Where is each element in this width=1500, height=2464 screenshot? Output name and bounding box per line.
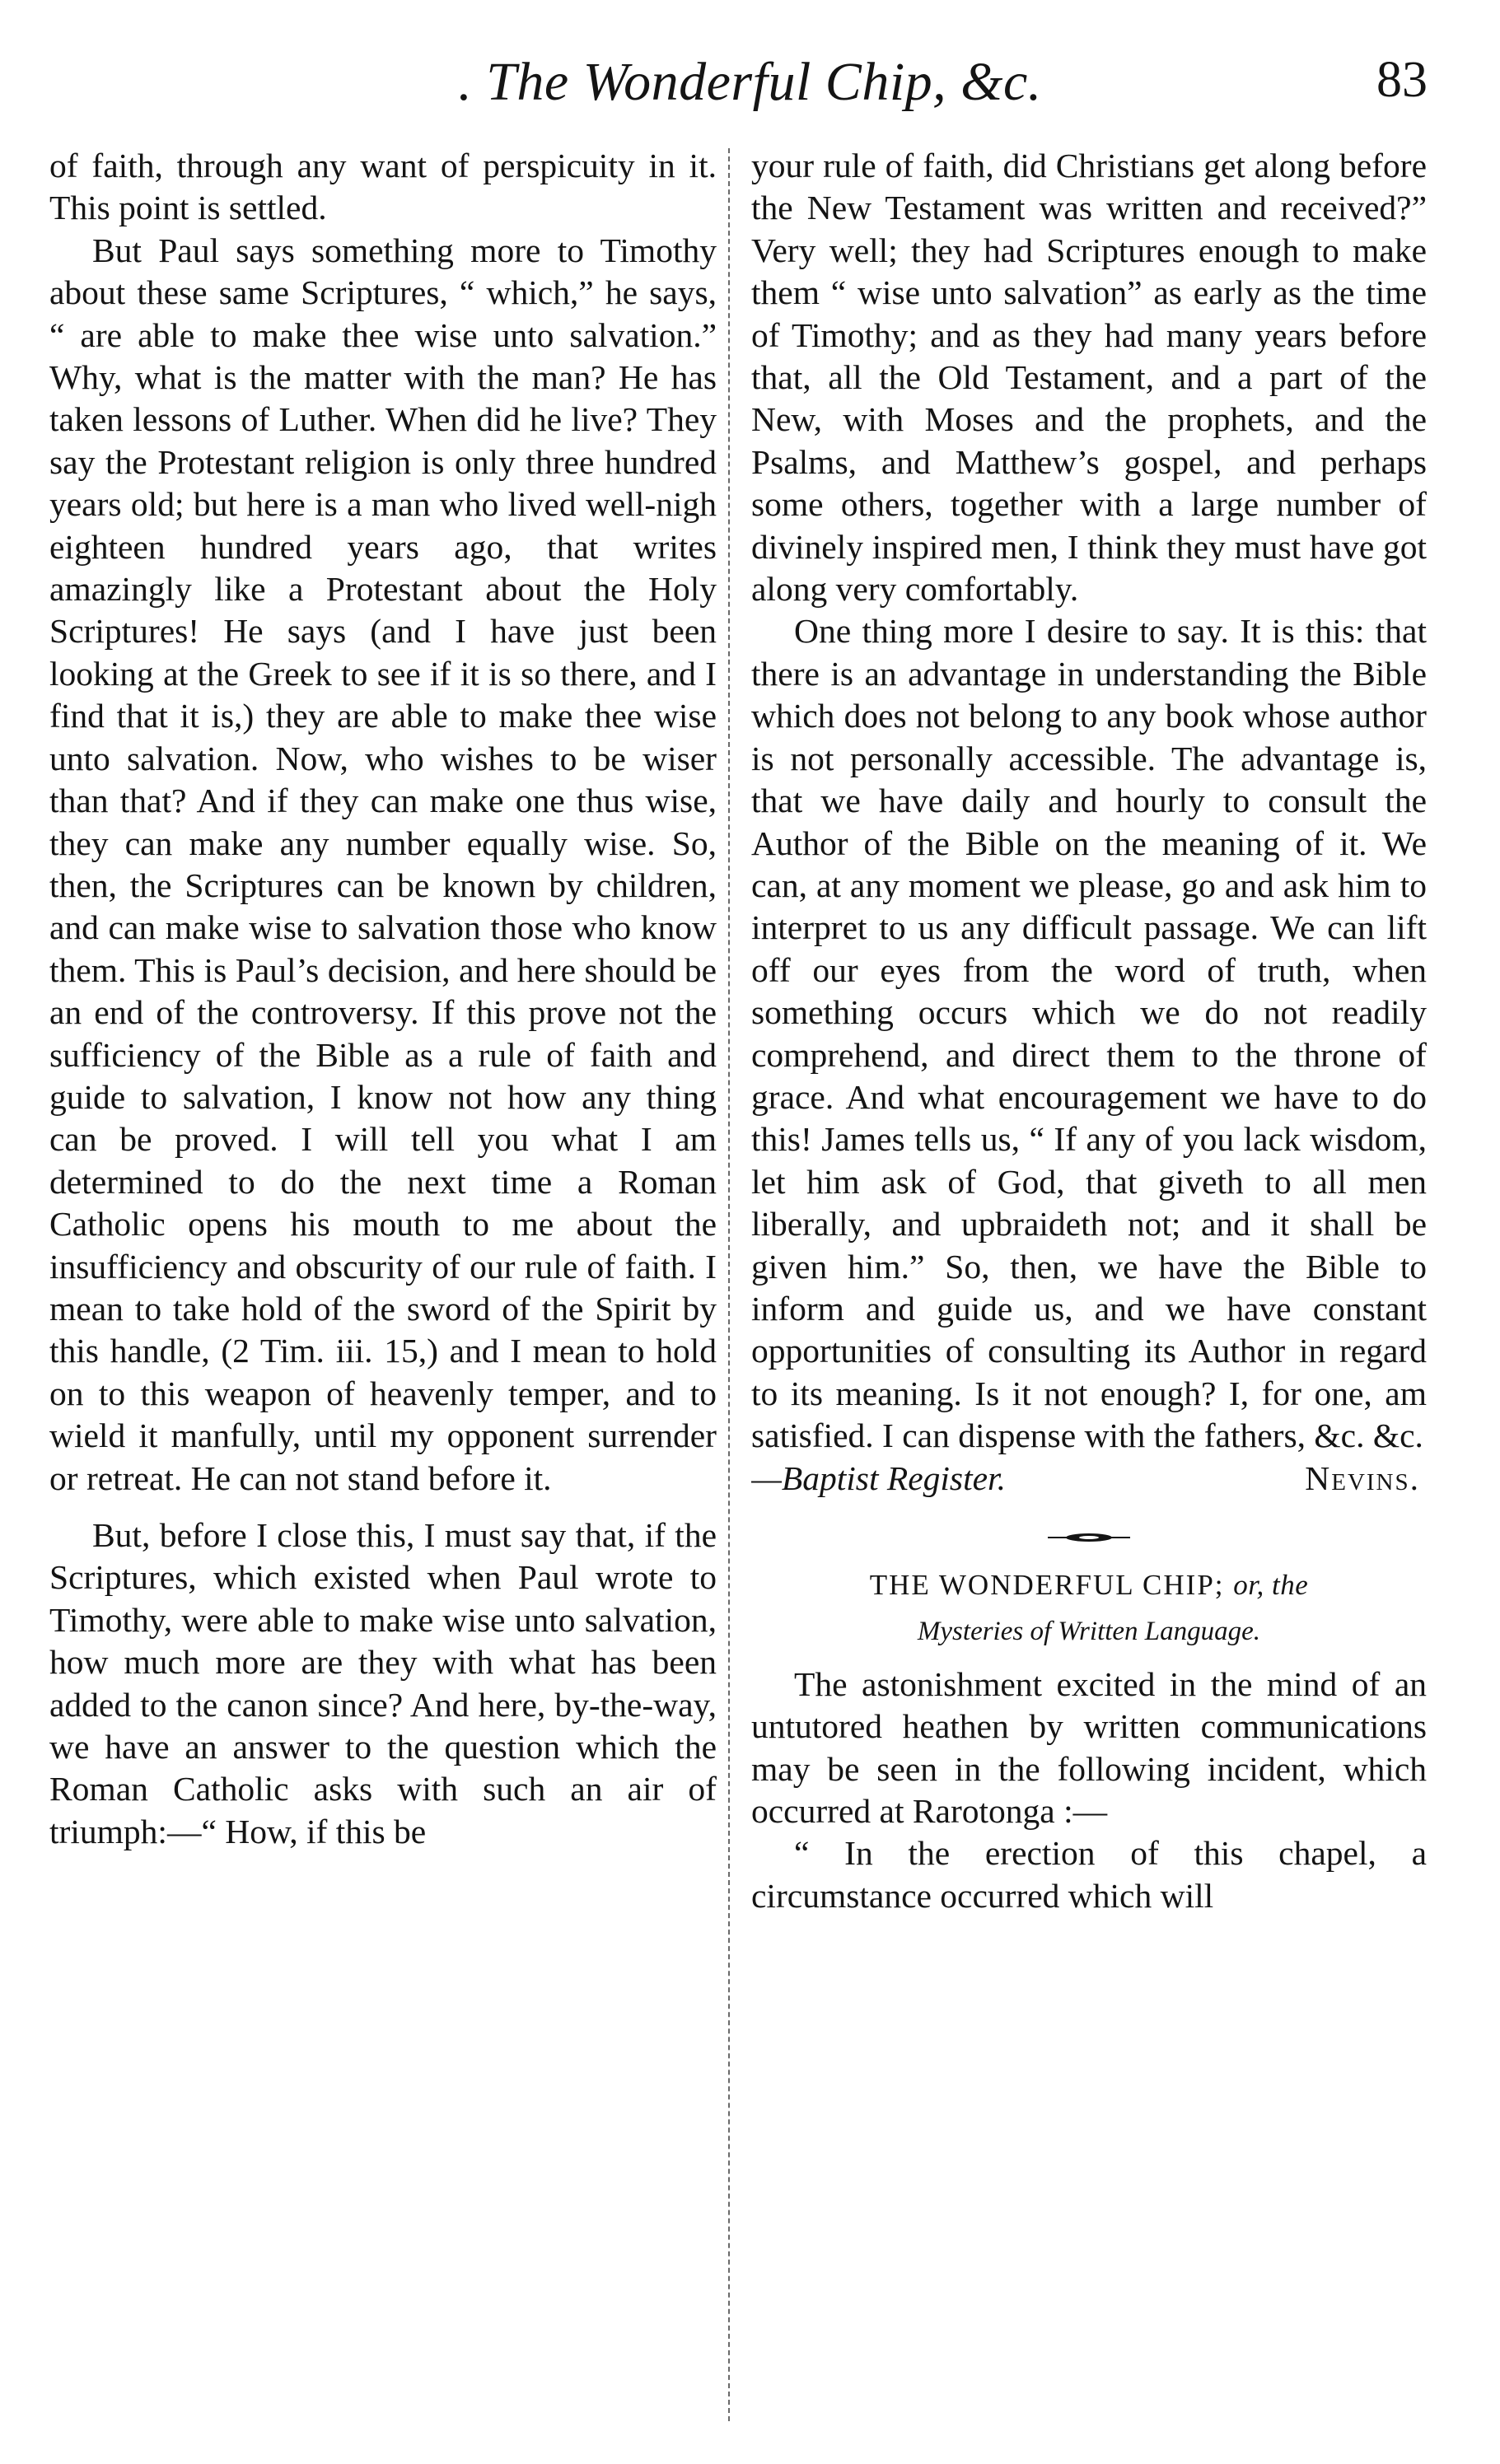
paragraph: But Paul says something more to Timothy about these same Scriptures, “ which,” he says, “ are able to make thee wise unto salvation.” Why, what is the matter with the man? He has taken lessons of Luther. When did he live? They say the Protestant religion is only three hundred years old; but here is a man who lived well-nigh eighteen hundred years ago, that writes amazingly like a Protestant about the Holy Scriptures! He says (and I have just been looking at the Greek to see if it is so there, and I find that it is,) they are able to make thee wise unto salvation. Now, who wishes to be wiser than that? And if they can make one thus wise, they can make any number equally wise. So, then, the Scriptures can be known by children, and can make wise to salvation those who know them. This is Paul’s decision, and here should be an end of the controversy. If this prove not the sufficiency of the Bible as a rule of faith and guide to salvation, I know not how any thing can be proved. I will tell you what I am determined to do the next time a Roman Catholic opens his mouth to me about the insufficiency and obscurity of our rule of faith. I mean to take hold of the sword of the Spirit by this handle, (2 Tim. iii. 15,) and I mean to hold on to this weapon of heavenly temper, and to wield it manfully, until my opponent surrender or retreat. He can not stand before it. bbox=[49, 231, 717, 1497]
byline bbox=[751, 1458, 1427, 1500]
ornament-divider bbox=[751, 1518, 1427, 1542]
paragraph: “ In the erection of this chapel, a circumstance occurred which will bbox=[751, 1834, 1427, 1915]
right-column bbox=[751, 145, 1427, 2434]
page-header bbox=[0, 51, 1500, 133]
article-title bbox=[751, 1564, 1427, 1606]
byline-author: Nevins. bbox=[1305, 1458, 1420, 1497]
article-subtitle: Mysteries of Written Language. bbox=[917, 1617, 1261, 1647]
article-title-main: THE WONDERFUL CHIP; bbox=[869, 1569, 1225, 1601]
ornament-icon bbox=[1040, 1525, 1138, 1550]
running-title: . The Wonderful Chip, &c. bbox=[458, 52, 1042, 112]
column-divider bbox=[728, 148, 730, 2421]
paragraph: your rule of faith, did Christians get along before the New Testament was written and received?” Very well; they had Scriptures enough to make them “ wise unto salvation” as early as the time of Timothy; and as they had many years before that, all the Old Testament, and a part of the New, with Moses and the prophets, and the Psalms, and Matthew’s gospel, and perhaps some others, together with a large number of divinely inspired men, I think they must have got along very comfortably. bbox=[751, 147, 1427, 609]
paragraph: of faith, through any want of perspicuity in it. This point is settled. bbox=[49, 147, 717, 227]
paragraph: But, before I close this, I must say that, if the Scriptures, which existed when Paul wrote to Timothy, were able to make wise unto salvation, how much more are they with what has been added to the canon since? And here, by-the-way, we have an answer to the question which the Roman Catholic asks with such an air of triumph:—“ How, if this be bbox=[49, 1516, 717, 1850]
left-column bbox=[49, 145, 717, 2434]
byline-source: —Baptist Register. bbox=[751, 1458, 1006, 1497]
page-number: 83 bbox=[1376, 52, 1428, 108]
paragraph: The astonishment excited in the mind of an untutored heathen by written communications may be seen in the following incident, which occurred at Rarotonga :— bbox=[751, 1664, 1427, 1831]
paragraph: One thing more I desire to say. It is this: that there is an advantage in understanding the Bible which does not belong to any book whose author is not personally accessible. The advantage is, that we have daily and hourly to consult the Author of the Bible on the meaning of it. We can, at any moment we please, go and ask him to interpret to us any difficult passage. We can lift off our eyes from the word of truth, when something occurs which we do not readily comprehend, and direct them to the throne of grace. And what encouragement we have to do this! James tells us, “ If any of you lack wisdom, let him ask of God, that giveth to all men liberally, and upbraideth not; and it shall be given him.” So, then, we have the Bible to inform and guide us, and we have constant opportunities of consulting its Author in regard to its meaning. Is it not enough? I, for one, am satisfied. I can dispense with the fathers, &c. &c. bbox=[751, 612, 1427, 1455]
article-title-or: or, the bbox=[1233, 1569, 1309, 1601]
